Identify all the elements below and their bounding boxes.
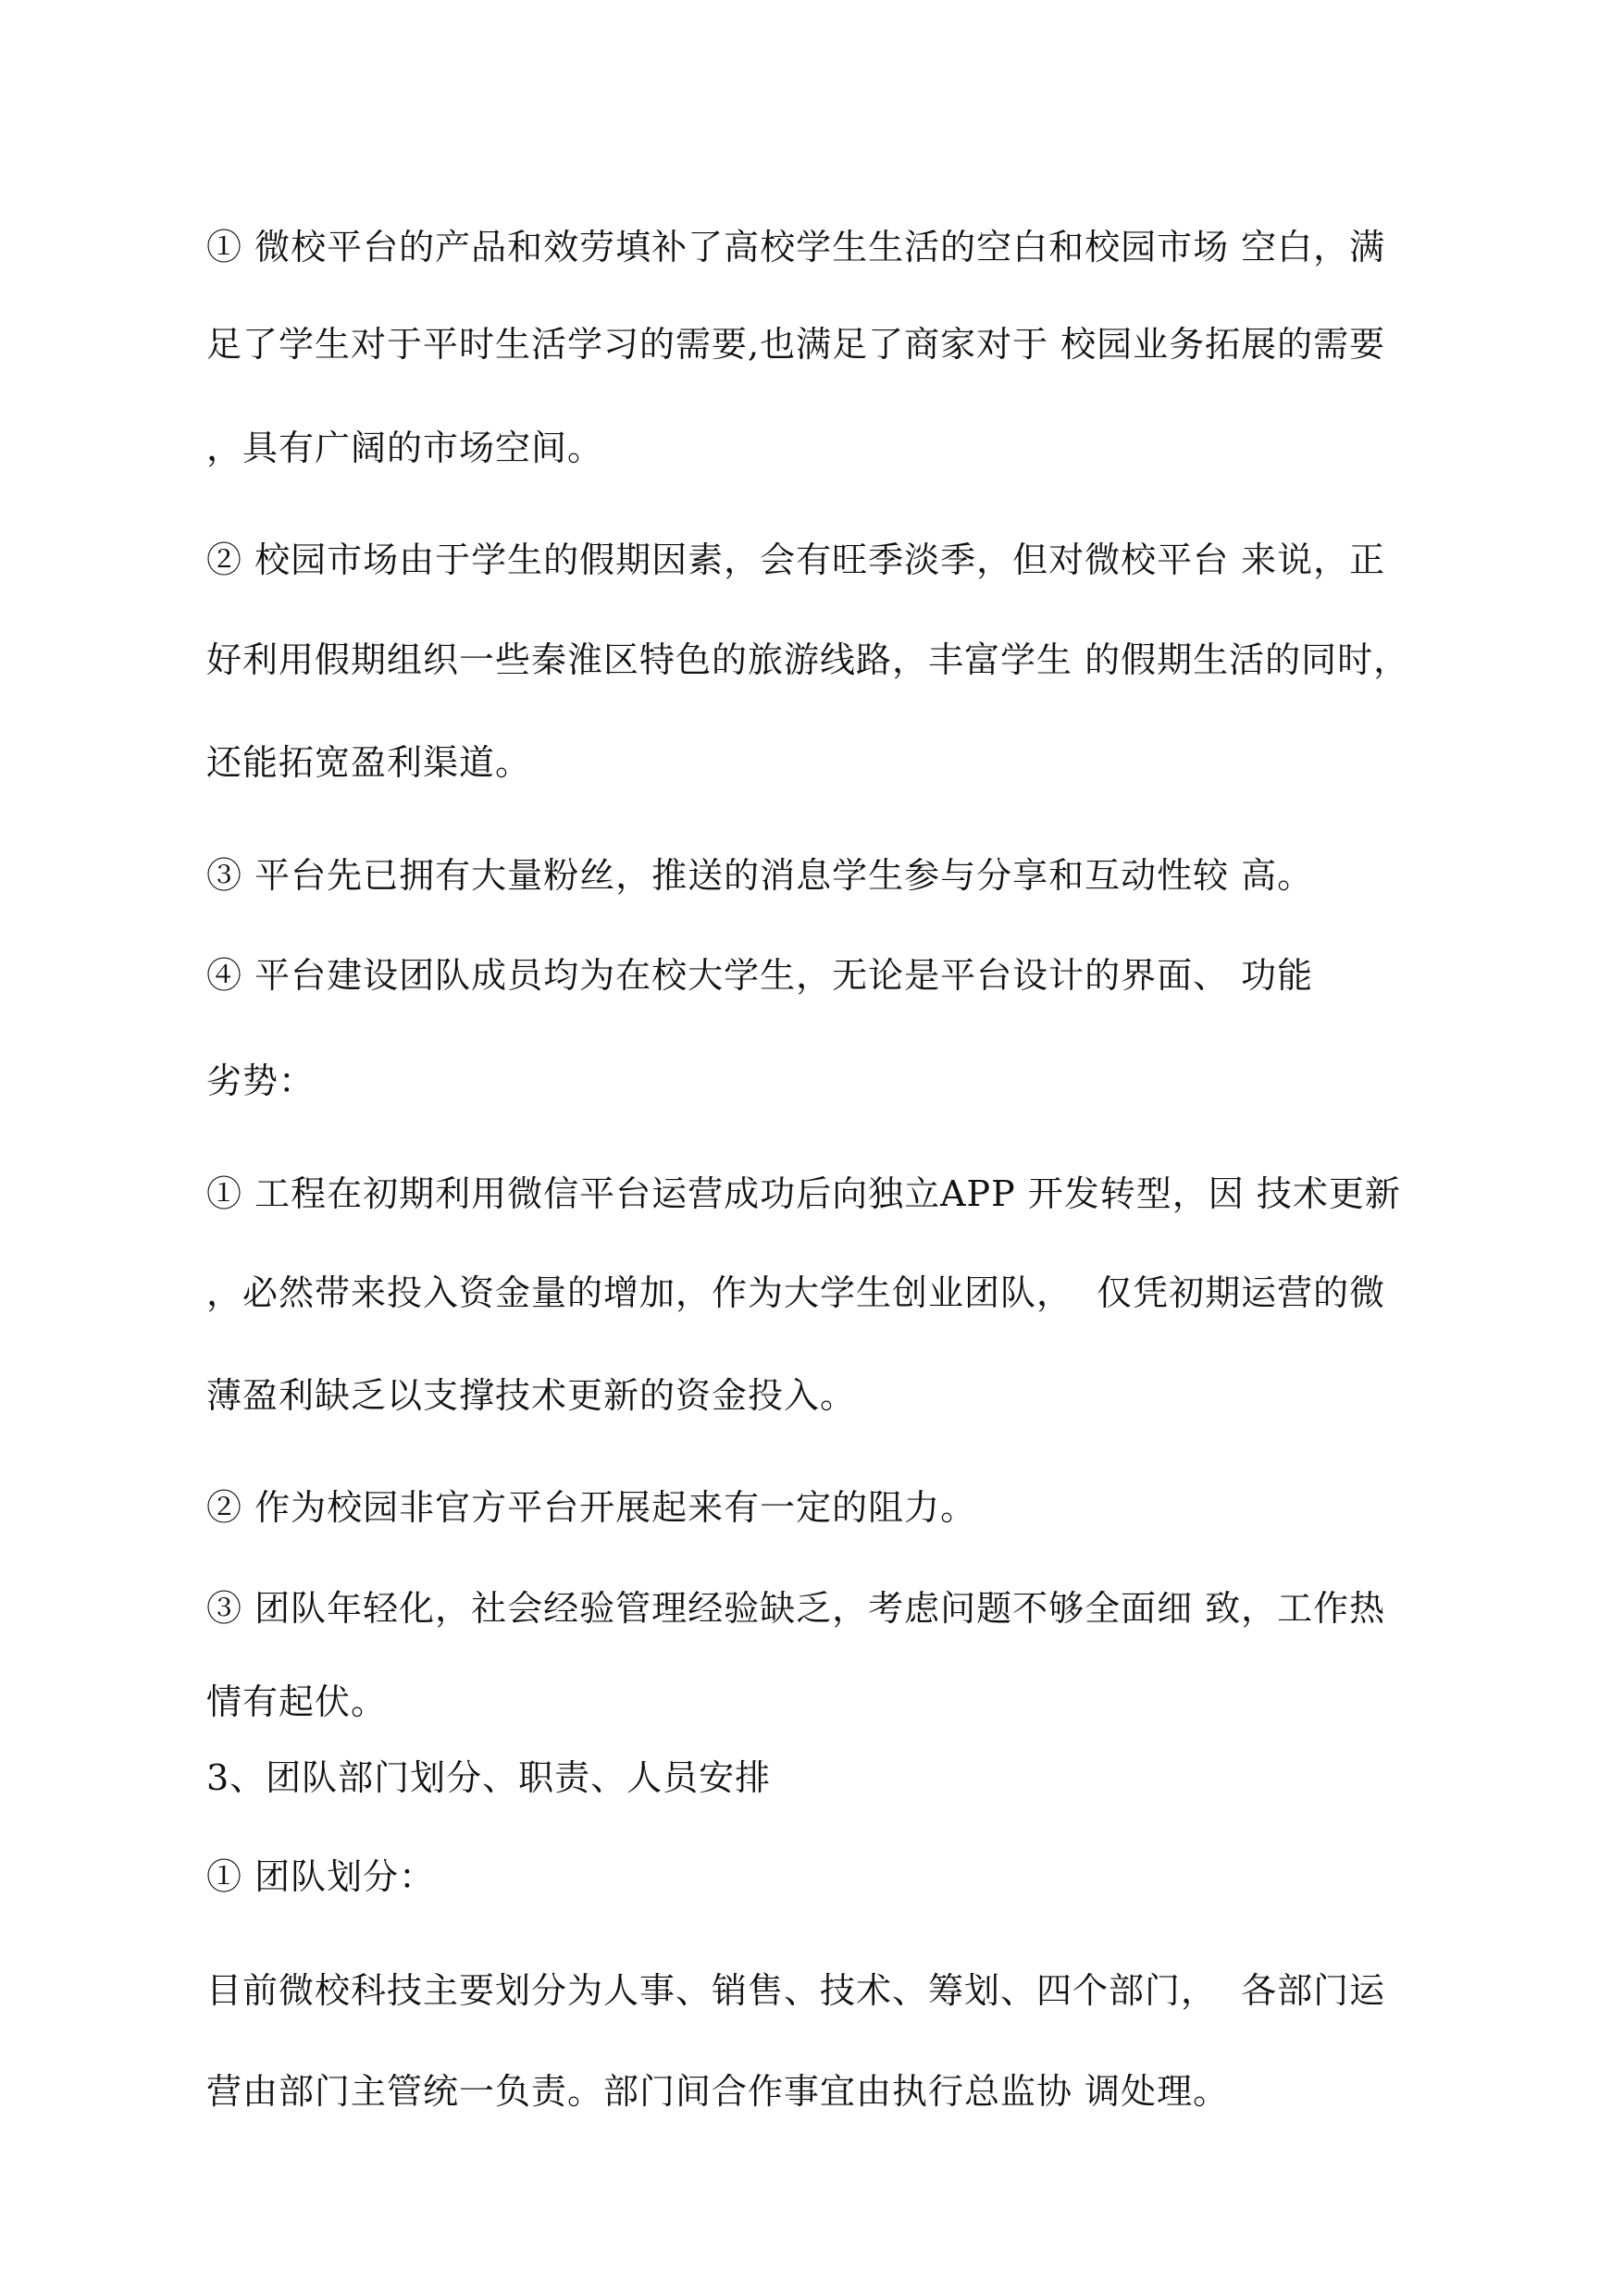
paragraph-line: 还能拓宽盈利渠道。 (206, 742, 532, 783)
paragraph-line: 营由部门主管统一负责。部门间合作事宜由执行总监协 调处理。 (206, 2071, 1230, 2112)
paragraph-line: 情有起伏。 (206, 1681, 388, 1722)
paragraph-line: ④ 平台建设团队成员均为在校大学生，无论是平台设计的界面、 功能 (206, 955, 1314, 996)
paragraph-line: ，具有广阔的市场空间。 (206, 428, 604, 468)
paragraph-line: 薄盈利缺乏以支撑技术更新的资金投入。 (206, 1375, 857, 1416)
section-heading-weaknesses: 劣势： (206, 1061, 316, 1101)
section-heading-team: 3、团队部门划分、职责、人员安排 (206, 1757, 772, 1798)
paragraph-line: ② 作为校园非官方平台开展起来有一定的阻力。 (206, 1487, 977, 1528)
paragraph-line: ① 团队划分： (206, 1856, 436, 1897)
paragraph-line: 好利用假期组织一些秦淮区特色的旅游线路，丰富学生 的假期生活的同时， (206, 639, 1410, 680)
paragraph-line: ① 工程在初期利用微信平台运营成功后向独立APP 开发转型，因 技术更新 (206, 1173, 1401, 1214)
paragraph-line: ③ 团队年轻化，社会经验管理经验缺乏，考虑问题不够全面细 致，工作热 (206, 1588, 1386, 1629)
paragraph-line: ② 校园市场由于学生的假期因素，会有旺季淡季，但对微校平台 来说，正 (206, 540, 1386, 580)
paragraph-line: ③ 平台先已拥有大量粉丝，推送的消息学生参与分享和互动性较 高。 (206, 855, 1314, 896)
paragraph-line: ① 微校平台的产品和效劳填补了高校学生生活的空白和校园市场 空白，满 (206, 227, 1386, 267)
paragraph-line: 足了学生对于平时生活学习的需要,也满足了商家对于 校园业务拓展的需要 (206, 324, 1386, 365)
paragraph-line: 目前微校科技主要划分为人事、销售、技术、筹划、四个部门， 各部门运 (206, 1970, 1386, 2011)
paragraph-line: ，必然带来投入资金量的增加，作为大学生创业团队， 仅凭初期运营的微 (206, 1272, 1386, 1313)
